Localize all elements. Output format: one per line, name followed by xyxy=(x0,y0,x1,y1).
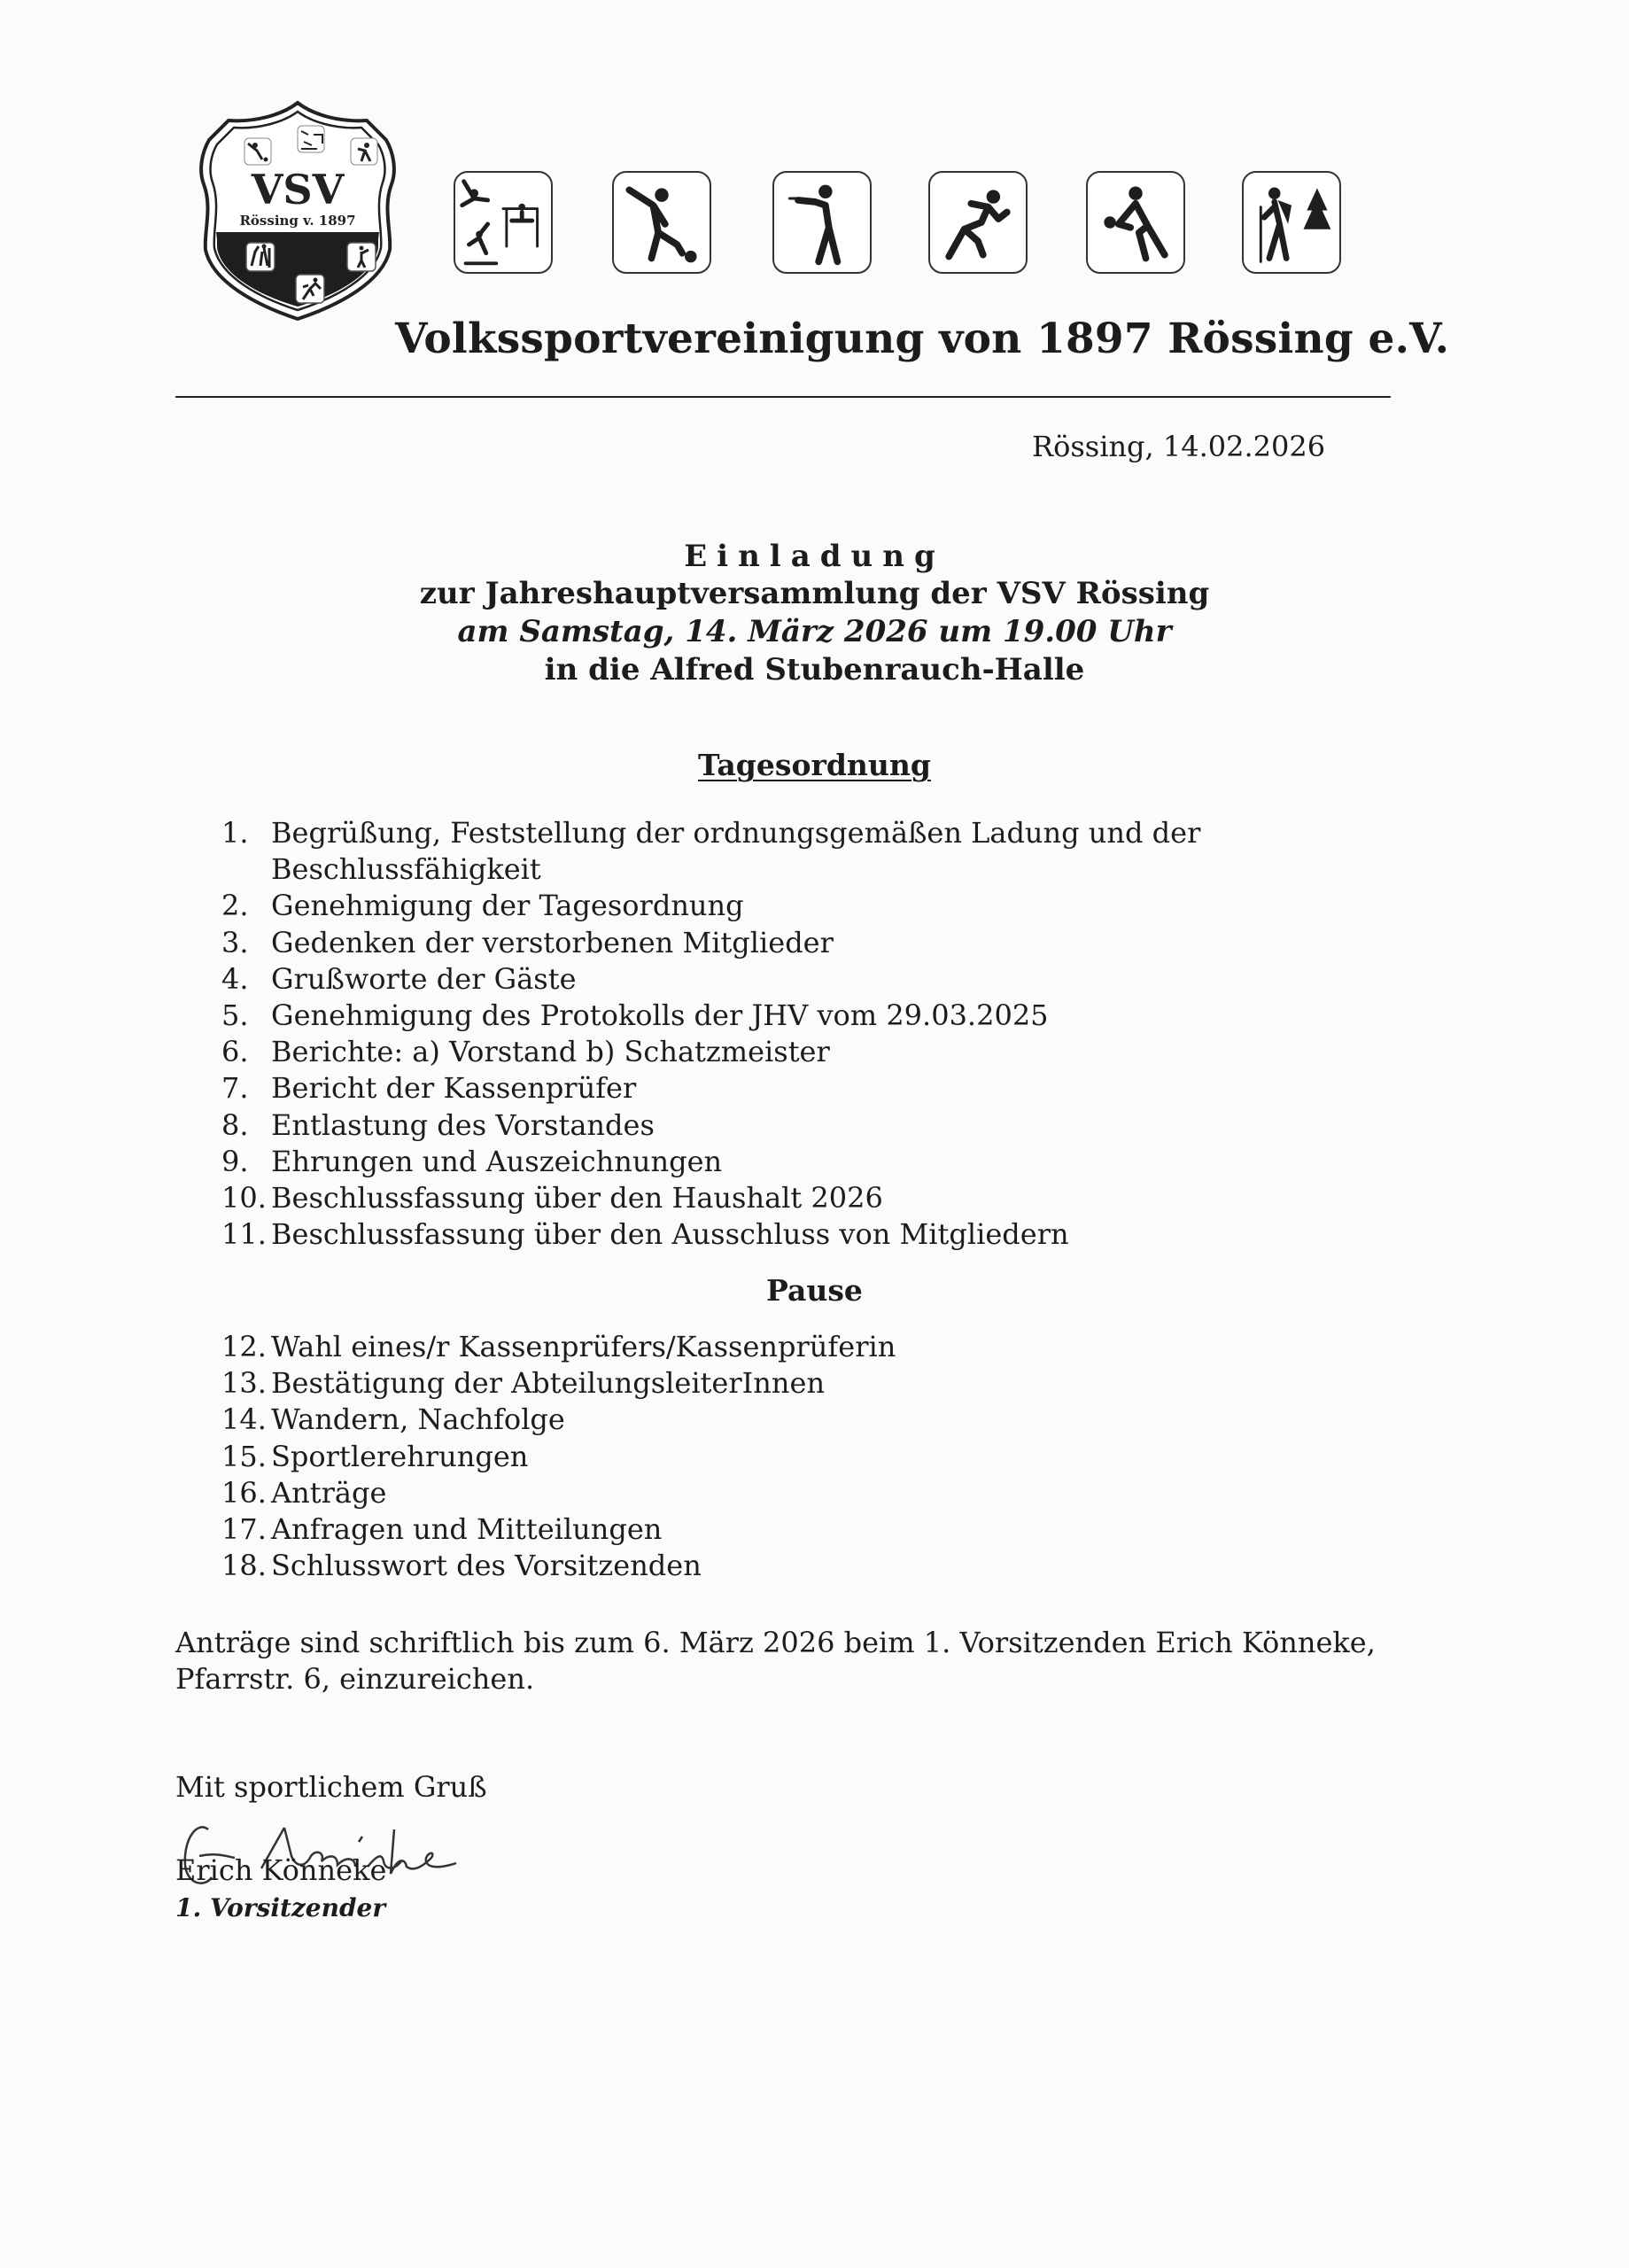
agenda-item-number: 2. xyxy=(221,889,249,923)
agenda-item-text: Beschlussfähigkeit xyxy=(271,852,541,887)
invitation-location: in die Alfred Stubenrauch-Halle xyxy=(544,652,1085,687)
agenda-item xyxy=(221,925,1200,961)
agenda-item-number: 16. xyxy=(221,1475,267,1510)
agenda-item xyxy=(221,1511,896,1548)
agenda-item-text: Schlusswort des Vorsitzenden xyxy=(271,1549,702,1583)
agenda-item-text: Anträge xyxy=(271,1475,387,1510)
agenda-item-text: Ehrungen und Auszeichnungen xyxy=(271,1144,723,1178)
agenda-item-continuation xyxy=(221,851,1200,888)
agenda-item xyxy=(221,1365,896,1402)
agenda-item-text: Grußworte der Gäste xyxy=(271,961,577,996)
agenda-item xyxy=(221,888,1200,924)
invitation-date-time: am Samstag, 14. März 2026 um 19.00 Uhr xyxy=(457,614,1172,649)
club-crest-logo xyxy=(193,99,402,322)
agenda-item xyxy=(221,1070,1200,1107)
agenda-item-text: Genehmigung des Protokolls der JHV vom 29.03.2025 xyxy=(271,998,1049,1033)
agenda-item-text: Beschlussfassung über den Haushalt 2026 xyxy=(271,1181,883,1216)
agenda-item-number: 4. xyxy=(221,961,249,996)
athletics-icon xyxy=(928,171,1028,274)
agenda-item-number: 10. xyxy=(221,1181,267,1216)
hiking-icon xyxy=(1242,171,1341,274)
agenda-item-text: Begrüßung, Feststellung der ordnungsgemäßen Ladung und der xyxy=(271,816,1201,850)
invitation-title: Einladung xyxy=(684,539,945,574)
agenda-pause-label: Pause xyxy=(766,1273,863,1308)
agenda-item-number: 13. xyxy=(221,1366,267,1401)
agenda-item xyxy=(221,1329,896,1365)
agenda-item-number: 5. xyxy=(221,998,249,1033)
agenda-item-text: Bestätigung der AbteilungsleiterInnen xyxy=(271,1366,826,1401)
agenda-item xyxy=(221,998,1200,1034)
crest-abbreviation: VSV xyxy=(251,166,345,214)
header-divider xyxy=(175,396,1391,398)
invitation-subtitle: zur Jahreshauptversammlung der VSV Rössing xyxy=(419,576,1210,611)
agenda-item xyxy=(221,1548,896,1584)
shooting-icon xyxy=(772,171,872,274)
gymnastics-icon xyxy=(454,171,553,274)
agenda-item xyxy=(221,961,1200,998)
agenda-item-text: Berichte: a) Vorstand b) Schatzmeister xyxy=(271,1035,830,1069)
agenda-item-number: 3. xyxy=(221,925,249,959)
agenda-list-part2 xyxy=(221,1329,896,1584)
agenda-item-text: Anfragen und Mitteilungen xyxy=(271,1512,663,1547)
signer-name: Erich Könneke xyxy=(175,1853,387,1887)
agenda-item-number: 9. xyxy=(221,1144,249,1178)
organization-name: Volkssportvereinigung von 1897 Rössing e.V. xyxy=(395,315,1450,363)
agenda-item xyxy=(221,1107,1200,1144)
agenda-item-number: 18. xyxy=(221,1549,267,1583)
agenda-item-text: Genehmigung der Tagesordnung xyxy=(271,889,744,923)
agenda-item-text: Beschlussfassung über den Ausschluss von Mitgliedern xyxy=(271,1217,1069,1252)
agenda-item-number: 15. xyxy=(221,1439,267,1473)
agenda-item xyxy=(221,1216,1200,1253)
agenda-item xyxy=(221,1180,1200,1216)
closing-greeting: Mit sportlichem Gruß xyxy=(175,1770,487,1804)
submission-note xyxy=(175,1625,1416,1697)
agenda-list-part1 xyxy=(221,815,1200,1253)
volleyball-icon xyxy=(1086,171,1185,274)
agenda-item-number: 1. xyxy=(221,816,249,850)
submission-note-line: Anträge sind schriftlich bis zum 6. März 2026 beim 1. Vorsitzenden Erich Könneke, xyxy=(175,1626,1376,1659)
signer-role: 1. Vorsitzender xyxy=(175,1893,386,1922)
agenda-item-number: 17. xyxy=(221,1512,267,1547)
letter-date: Rössing, 14.02.2026 xyxy=(1032,430,1326,463)
agenda-item-number: 7. xyxy=(221,1071,249,1106)
crest-subtitle: Rössing v. 1897 xyxy=(239,213,356,229)
agenda-item xyxy=(221,1034,1200,1070)
agenda-item-text: Wahl eines/r Kassenprüfers/Kassenprüferin xyxy=(271,1330,896,1363)
agenda-item-text: Gedenken der verstorbenen Mitglieder xyxy=(271,925,834,959)
agenda-item-number: 6. xyxy=(221,1035,249,1069)
agenda-item-text: Bericht der Kassenprüfer xyxy=(271,1071,637,1106)
agenda-item-number: 14. xyxy=(221,1402,267,1437)
submission-note-line: Pfarrstr. 6, einzureichen. xyxy=(175,1662,535,1696)
agenda-item xyxy=(221,1439,896,1475)
agenda-heading: Tagesordnung xyxy=(698,748,931,782)
agenda-item-number: 11. xyxy=(221,1217,267,1252)
football-icon xyxy=(612,171,711,274)
agenda-item-text: Sportlerehrungen xyxy=(271,1439,529,1473)
agenda-item-number: 12. xyxy=(221,1330,267,1363)
agenda-item xyxy=(221,1402,896,1438)
agenda-item xyxy=(221,815,1200,851)
agenda-item-number: 8. xyxy=(221,1107,249,1142)
agenda-item xyxy=(221,1144,1200,1180)
agenda-item xyxy=(221,1475,896,1511)
agenda-item-text: Wandern, Nachfolge xyxy=(271,1402,565,1437)
agenda-item-text: Entlastung des Vorstandes xyxy=(271,1107,655,1142)
